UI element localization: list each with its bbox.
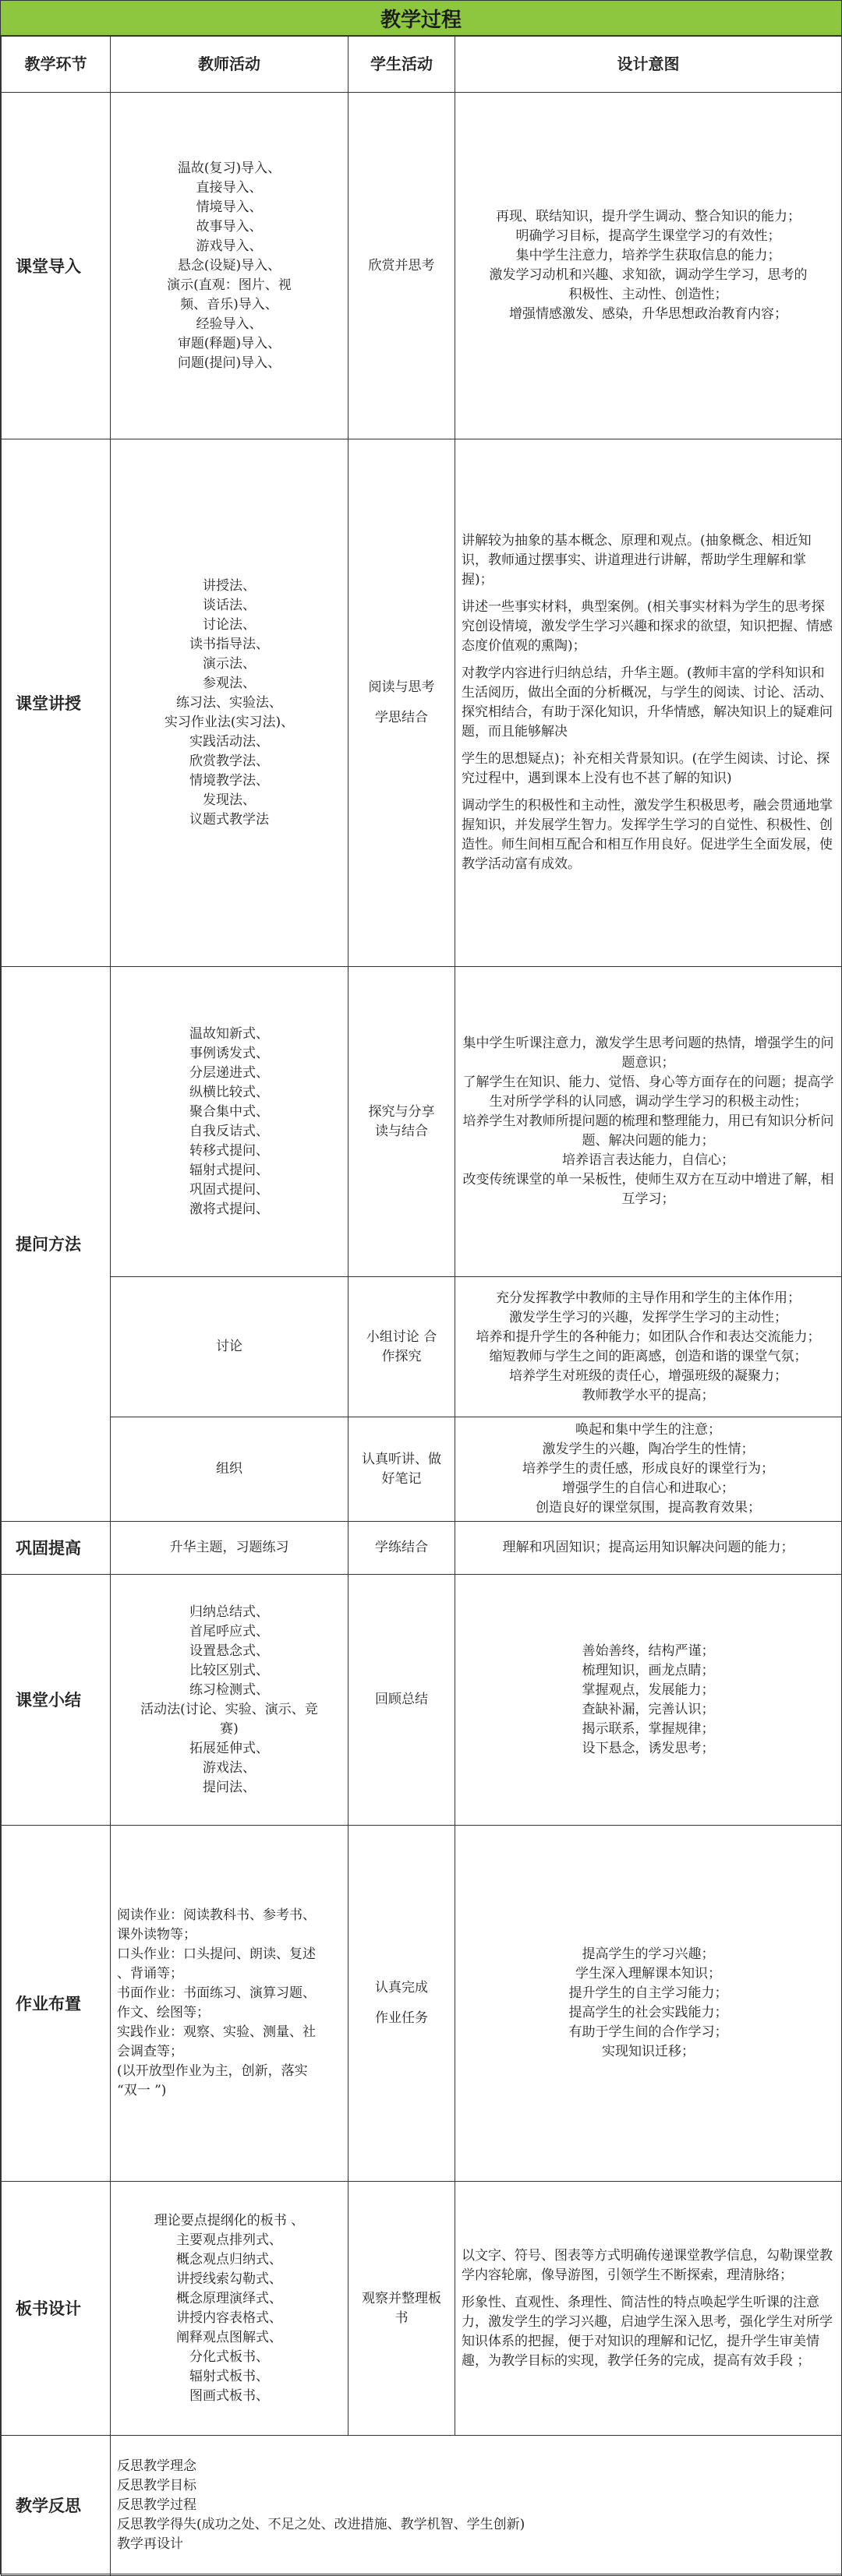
text-line: 作文、绘图等； <box>117 2005 210 2020</box>
student-discussion <box>348 1277 455 1417</box>
text-line: 了解学生在知识、能力、觉悟、身心等方面存在的问题；提高学生对所学学科的认同感，调动学生学习的积极主动性； <box>462 1075 834 1110</box>
stage-board: 板书设计 <box>2 2182 111 2436</box>
text-line: 谈话法、 <box>203 597 256 613</box>
stage-homework: 作业布置 <box>2 1826 111 2182</box>
text-line: 情境导入、 <box>196 199 263 215</box>
text-line: 作业任务 <box>375 2010 428 2026</box>
text-line: 学生深入理解课本知识； <box>575 1966 721 1981</box>
text-line: 小组讨论 合 <box>366 1329 437 1345</box>
student-intro: 欣赏并思考 <box>348 93 455 439</box>
text-line: 缩短教师与学生之间的距离感，创造和谐的课堂气氛； <box>489 1348 808 1364</box>
text-line: 悬念(设疑)导入、 <box>177 257 281 273</box>
text-line: 提高学生的社会实践能力； <box>568 2005 728 2020</box>
design-board <box>455 2182 842 2436</box>
text-line: 欣赏教学法、 <box>189 753 269 769</box>
text-line: 审题(释题)导入、 <box>177 335 281 351</box>
text-line: 归纳总结式、 <box>189 1604 269 1620</box>
text-line: (以开放型作业为主，创新，落实 <box>117 2063 308 2079</box>
reflection-items <box>111 2436 842 2576</box>
text-line: 改变传统课堂的单一呆板性，使师生双方在互动中增进了解，相互学习； <box>462 1172 834 1207</box>
stage-lecture: 课堂讲授 <box>2 439 111 967</box>
design-intro <box>455 93 842 439</box>
text-line: 再现、联结知识，提升学生调动、整合知识的能力； <box>496 209 801 224</box>
text-line: 善始善终，结构严谨； <box>582 1643 715 1659</box>
text-line: 聚合集中式、 <box>189 1103 269 1120</box>
text-paragraph: 对教学内容进行归纳总结，升华主题。(教师丰富的学科知识和生活阅历，做出全面的分析概况，与学生的阅读、讨论、活动、探究相结合，有助于深化知识，升华情感，解决知识上的疑难问题，而且能够解决 <box>462 665 833 739</box>
document-title: 教学过程 <box>1 1 841 36</box>
text-line: 练习检测式、 <box>189 1681 269 1698</box>
text-line: 巩固式提问、 <box>189 1181 269 1198</box>
text-line: 温故知新式、 <box>189 1025 269 1042</box>
row-homework <box>2 1826 842 2182</box>
header-design: 设计意图 <box>455 37 842 93</box>
row-organization <box>2 1417 842 1522</box>
text-line: 活动法(讨论、实验、演示、竞 <box>140 1701 318 1717</box>
text-line: 演示(直观：图片、视 <box>167 277 292 293</box>
text-line: 激发学习动机和兴趣、求知欲，调动学生学习，思考的 <box>489 267 808 283</box>
design-homework <box>455 1826 842 2182</box>
text-line: 观察并整理板 <box>362 2290 441 2306</box>
text-line: 培养和提升学生的各种能力；如团队合作和表达交流能力； <box>476 1329 821 1345</box>
design-lecture <box>455 439 842 967</box>
text-line: 作探究 <box>381 1348 422 1364</box>
text-line: 掌握观点，发展能力； <box>582 1681 715 1698</box>
text-line: 讲授法、 <box>203 577 256 594</box>
text-line: 、背诵等； <box>117 1966 183 1981</box>
text-line: 学思结合 <box>375 710 428 725</box>
text-line: 提问法、 <box>203 1779 256 1795</box>
text-line: 认真完成 <box>375 1980 428 1996</box>
text-line: 情境教学法、 <box>189 772 269 789</box>
text-line: 书面作业：书面练习、演算习题、 <box>117 1985 316 2001</box>
text-line: 激发学生学习的兴趣，发挥学生学习的主动性； <box>509 1309 787 1325</box>
text-line: 议题式教学法 <box>189 811 269 827</box>
text-paragraph: 讲述一些事实材料，典型案例。(相关事实材料为学生的思考探究创设情境，激发学生学习兴趣和探求的欲望，知识把握、情感态度价值观的熏陶)； <box>462 599 833 654</box>
teacher-consolidation: 升华主题，习题练习 <box>111 1522 348 1575</box>
text-line: 培养学生的责任感，形成良好的课堂行为； <box>522 1461 774 1477</box>
text-paragraph: 讲解较为抽象的基本概念、原理和观点。(抽象概念、相近知识，教师通过摆事实、讲道理进行讲解，帮助学生理解和掌握)； <box>462 533 812 588</box>
teacher-questioning <box>111 967 348 1277</box>
text-line: 纵横比较式、 <box>189 1084 269 1100</box>
text-line: 实践活动法、 <box>189 733 269 750</box>
text-line: 赛) <box>220 1720 239 1737</box>
text-line: 教师教学水平的提高； <box>582 1387 715 1403</box>
text-line: 提升学生的自主学习能力； <box>568 1985 728 2001</box>
text-line: 有助于学生间的合作学习； <box>568 2024 728 2040</box>
text-line: 经验导入、 <box>196 316 263 332</box>
text-line: 课外读物等； <box>117 1927 196 1943</box>
text-line: 首尾呼应式、 <box>189 1623 269 1639</box>
text-line: 事例诱发式、 <box>189 1045 269 1061</box>
text-paragraph: 调动学生的积极性和主动性，激发学生积极思考，融会贯通地掌握知识，并发展学生智力。发挥学生学习的自觉性、积极性、创造性。师生间相互配合和相互作用良好。促进学生全面发展，使教学活动富有成效。 <box>462 798 833 872</box>
text-line: 会调查等； <box>117 2044 183 2059</box>
text-line: 激将式提问、 <box>189 1201 269 1217</box>
text-line: 反思教学目标 <box>117 2478 196 2493</box>
text-line: 培养学生对教师所提问题的梳理和整理能力，用已有知识分析问题、解决问题的能力； <box>462 1113 834 1149</box>
stage-reflection: 教学反思 <box>2 2436 111 2576</box>
text-line: 反思教学理念 <box>117 2458 196 2474</box>
text-line: 明确学习目标，提高学生课堂学习的有效性； <box>515 228 781 244</box>
text-line: 教学再设计 <box>117 2536 183 2552</box>
header-row <box>2 37 842 93</box>
student-board <box>348 2182 455 2436</box>
text-line: 增强情感激发、感染，升华思想政治教育内容； <box>509 306 787 322</box>
text-line: 设置悬念式、 <box>189 1643 269 1659</box>
teacher-discussion: 讨论 <box>111 1277 348 1417</box>
stage-questioning: 提问方法 <box>2 967 111 1522</box>
student-questioning <box>348 967 455 1277</box>
text-line: 培养语言表达能力，自信心； <box>562 1152 734 1168</box>
text-line: 阐释观点图解式、 <box>176 2329 282 2345</box>
text-line: 梳理知识，画龙点睛； <box>582 1662 715 1678</box>
text-line: 创造良好的课堂氛围，提高教育效果； <box>536 1500 761 1516</box>
row-reflection <box>2 2436 842 2576</box>
text-line: 拓展延伸式、 <box>189 1740 269 1756</box>
student-summary: 回顾总结 <box>348 1575 455 1826</box>
teaching-process-table <box>1 36 842 2576</box>
text-line: 游戏法、 <box>203 1759 256 1776</box>
text-line: 演示法、 <box>203 655 256 672</box>
text-paragraph: 以文字、符号、图表等方式明确传递课堂教学信息，勾勒课堂教学内容轮廓，像导游图，引领学生不断探索，理清脉络； <box>462 2247 833 2283</box>
header-teacher: 教师活动 <box>111 37 348 93</box>
stage-summary: 课堂小结 <box>2 1575 111 1826</box>
text-line: 实践作业：观察、实验、测量、社 <box>117 2024 316 2040</box>
text-line: 集中学生听课注意力，激发学生思考问题的热情，增强学生的问题意识； <box>462 1036 834 1071</box>
student-consolidation: 学练结合 <box>348 1522 455 1575</box>
text-line: 讲授线索勾勒式、 <box>176 2271 282 2287</box>
stage-intro: 课堂导入 <box>2 93 111 439</box>
student-homework <box>348 1826 455 2182</box>
teacher-lecture <box>111 439 348 967</box>
text-line: 讲授内容表格式、 <box>176 2310 282 2326</box>
text-line: 图画式板书、 <box>189 2387 269 2404</box>
teacher-summary <box>111 1575 348 1826</box>
text-line: 实习作业法(实习法)、 <box>164 714 295 730</box>
row-questioning <box>2 967 842 1277</box>
text-paragraph: 形象性、直观性、条理性、简洁性的特点唤起学生听课的注意力，激发学生的学习兴趣，启迪学生深入思考，强化学生对所学知识体系的把握，便于对知识的理解和记忆，提升学生审美情趣，为教学目标的实现，教学任务的完成，提高有效手段 ； <box>462 2294 833 2369</box>
stage-consolidation: 巩固提高 <box>2 1522 111 1575</box>
row-discussion <box>2 1277 842 1417</box>
text-line: 辐射式提问、 <box>189 1162 269 1178</box>
header-stage: 教学环节 <box>2 37 111 93</box>
design-discussion <box>455 1277 842 1417</box>
text-line: 频、音乐)导入、 <box>180 296 278 312</box>
text-line: 比较区别式、 <box>189 1662 269 1678</box>
text-line: 集中学生注意力，培养学生获取信息的能力； <box>515 248 781 263</box>
text-line: 游戏导入、 <box>196 238 263 254</box>
text-line: 提高学生的学习兴趣； <box>582 1946 715 1962</box>
teacher-board <box>111 2182 348 2436</box>
text-line: “双一 ”) <box>117 2083 167 2098</box>
text-line: 故事导入、 <box>196 218 263 235</box>
text-line: 设下悬念，诱发思考； <box>582 1740 715 1756</box>
teacher-homework <box>111 1826 348 2182</box>
row-summary <box>2 1575 842 1826</box>
row-board <box>2 2182 842 2436</box>
text-line: 培养学生对班级的责任心，增强班级的凝聚力； <box>509 1367 787 1384</box>
row-intro <box>2 93 842 439</box>
text-line: 唤起和集中学生的注意； <box>575 1422 721 1438</box>
text-line: 直接导入、 <box>196 179 263 196</box>
teacher-intro <box>111 93 348 439</box>
text-line: 阅读作业：阅读教科书、参考书、 <box>117 1907 316 1923</box>
text-line: 自我反诘式、 <box>189 1123 269 1139</box>
design-consolidation: 理解和巩固知识；提高运用知识解决问题的能力； <box>455 1522 842 1575</box>
text-line: 好笔记 <box>381 1470 422 1487</box>
text-line: 读与结合 <box>375 1123 428 1139</box>
text-line: 分化式板书、 <box>189 2348 269 2365</box>
text-line: 温故(复习)导入、 <box>177 160 281 176</box>
text-line: 分层递进式、 <box>189 1064 269 1081</box>
text-line: 问题(提问)导入、 <box>177 355 281 371</box>
text-line: 辐射式板书、 <box>189 2368 269 2384</box>
design-summary <box>455 1575 842 1826</box>
text-line: 反思教学得失(成功之处、不足之处、改进措施、教学机智、学生创新) <box>117 2517 525 2532</box>
text-line: 探究与分享 <box>368 1103 435 1120</box>
student-lecture <box>348 439 455 967</box>
text-line: 发现法、 <box>203 792 256 808</box>
text-line: 实现知识迁移； <box>602 2044 695 2059</box>
design-questioning <box>455 967 842 1277</box>
text-line: 主要观点排列式、 <box>176 2232 282 2248</box>
text-line: 激发学生的兴趣，陶冶学生的性情； <box>542 1442 755 1457</box>
text-line: 充分发挥教学中教师的主导作用和学生的主体作用； <box>496 1290 801 1306</box>
text-line: 概念原理演绎式、 <box>176 2290 282 2306</box>
text-line: 增强学生的自信心和进取心； <box>562 1480 734 1496</box>
text-line: 阅读与思考 <box>368 679 435 695</box>
text-line: 概念观点归纳式、 <box>176 2251 282 2267</box>
text-line: 反思教学过程 <box>117 2497 196 2513</box>
text-line: 讨论法、 <box>203 616 256 633</box>
design-organization <box>455 1417 842 1522</box>
text-line: 转移式提问、 <box>189 1142 269 1159</box>
text-line: 理论要点提纲化的板书 、 <box>154 2212 305 2228</box>
text-line: 口头作业：口头提问、朗读、复述 <box>117 1946 316 1962</box>
text-line: 参观法、 <box>203 675 256 691</box>
header-student: 学生活动 <box>348 37 455 93</box>
text-line: 积极性、主动性、创造性； <box>568 287 728 302</box>
student-organization <box>348 1417 455 1522</box>
text-line: 读书指导法、 <box>189 636 269 652</box>
text-line: 查缺补漏，完善认识； <box>582 1701 715 1717</box>
row-consolidation <box>2 1522 842 1575</box>
text-line: 书 <box>394 2310 409 2326</box>
text-line: 揭示联系，掌握规律； <box>582 1720 715 1737</box>
row-lecture <box>2 439 842 967</box>
text-paragraph: 学生的思想疑点)；补充相关背景知识。(在学生阅读、讨论、探究过程中，遇到课本上没有也不甚了解的知识) <box>462 751 830 786</box>
teacher-organization: 组织 <box>111 1417 348 1522</box>
text-line: 练习法、实验法、 <box>176 694 282 711</box>
text-line: 认真听讲、做 <box>362 1451 441 1467</box>
